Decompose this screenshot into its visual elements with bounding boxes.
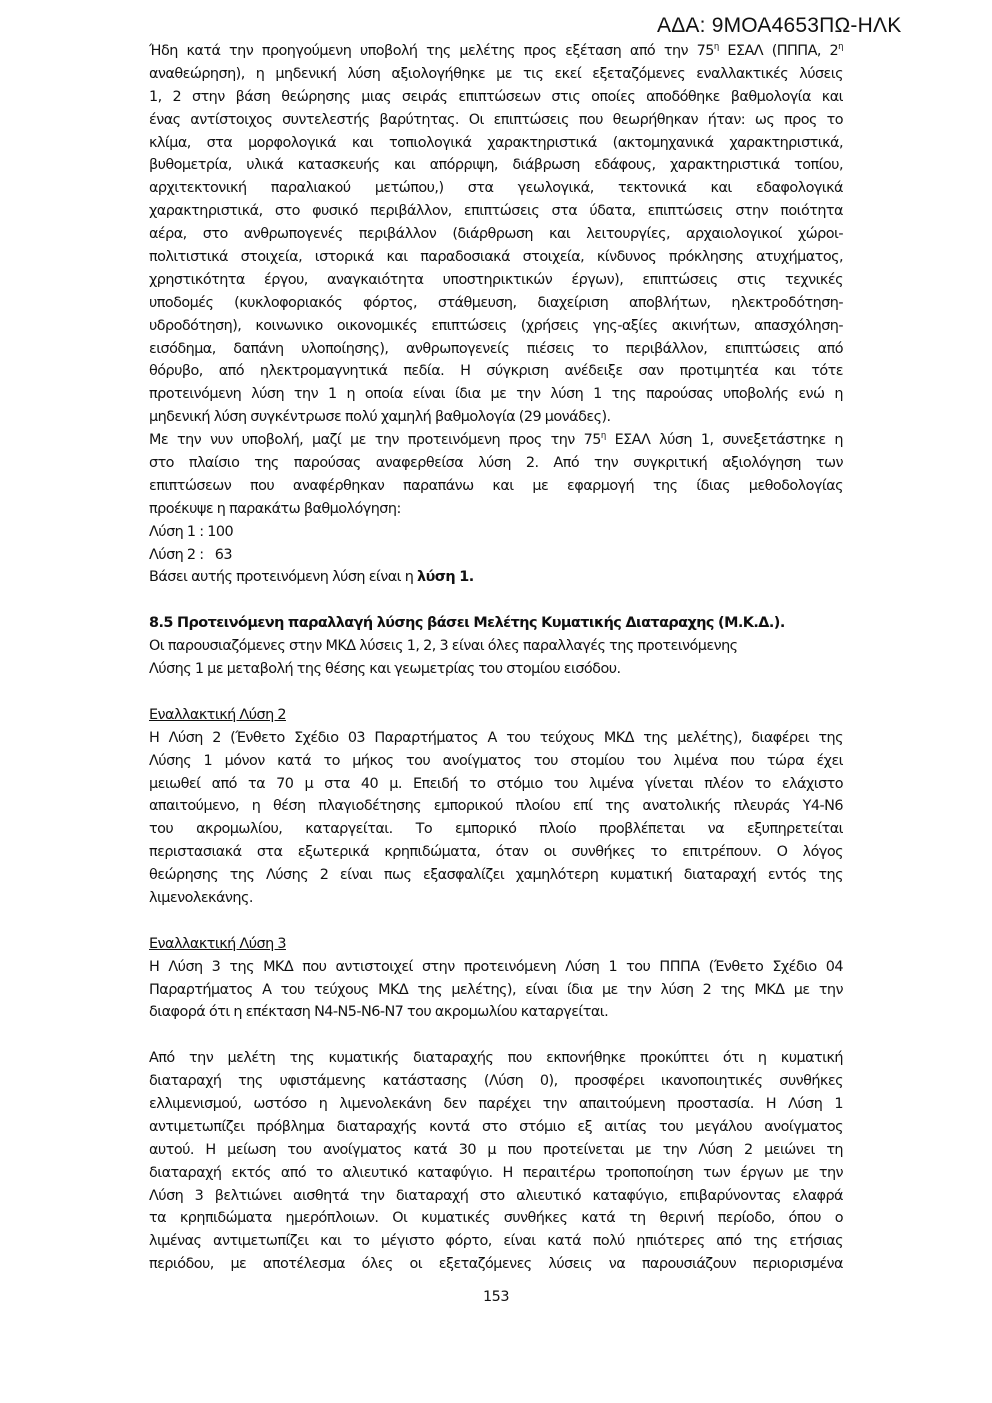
text-line: αντιμετωπίζει πρόβλημα διαταραχής κοντά στο στόμιο εξ αιτίας του μεγάλου ανοίγματος	[149, 1118, 843, 1135]
score-solution-2: Λύση 2 : 63	[149, 546, 232, 563]
text-line: Λύση 3 βελτιώνει αισθητά την διαταραχή στο αλιευτικό καταφύγιο, επιβαρύνοντας ελαφρά	[149, 1187, 843, 1204]
text-line: Ήδη κατά την προηγούμενη υποβολή της μελέτης προς εξέταση από την $75^\eta$ ΕΣΑΛ (ΠΠΠΑ, $2^\eta$	[149, 42, 843, 59]
text-line: Λύσης 1 μόνον κατά το μήκος του ανοίγματος του στομίου του λιμένα που τώρα έχει	[149, 752, 843, 769]
section-8-5	[149, 612, 843, 681]
text-line: Με την νυν υποβολή, μαζί με την προτεινόμενη προς την $75^\eta$ ΕΣΑΛ λύση 1, συνεξετάστηκε η	[149, 431, 843, 449]
text-line: Η Λύση 2 (Ένθετο Σχέδιο 03 Παραρτήματος Α του τεύχους ΜΚΔ της μελέτης), διαφέρει της	[149, 729, 843, 746]
text-line: περιστασιακά στα εξωτερικά κρηπιδώματα, όταν οι συνθήκες το επιτρέπουν. Ο λόγος	[149, 844, 843, 861]
text-line: 1, 2 στην βάση θεώρησης μιας σειράς επιπτώσεων στις οποίες αποδόθηκε βαθμολογία και	[149, 88, 843, 105]
text-line: υποδομές (κυκλοφοριακός φόρτος, στάθμευση, διαχείριση αποβλήτων, ηλεκτροδότηση-	[149, 294, 843, 311]
text-line: ελλιμενισμού, ωστόσο η λιμενολεκάνη δεν παρέχει την απαιτούμενη προστασία. Η Λύση 1	[149, 1095, 843, 1112]
text-line: απαιτούμενο, η θέση πλαγιοδέτησης εμπορικού πλοίου επί της ανατολικής πλευράς Υ4-Ν6	[149, 798, 843, 815]
text-line: μειωθεί από τα 70 μ στα 40 μ. Επειδή το στόμιο του λιμένα γίνεται πλέον το ελάχιστο	[149, 775, 843, 792]
text-line: Από την μελέτη της κυματικής διαταραχής που εκπονήθηκε προκύπτει ότι η κυματική	[149, 1050, 843, 1067]
text-line: υδροδότηση), κοινωνικο οικονομικές επιπτώσεις (χρήσεις γης-αξίες ακινήτων, απασχόληση-	[149, 317, 843, 334]
text-line: λιμένας αντιμετωπίζει και το μέγιστο φόρτο, είναι κατά πολύ ηπιότερες από της ετήσιας	[149, 1233, 843, 1250]
text-line: τα κρηπιδώματα ημερόπλοιων. Οι κυματικές συνθήκες κατά τη θερινή περίοδο, όπου ο	[149, 1210, 843, 1227]
ada-code: ΑΔΑ: 9ΜΟΑ4653ΠΩ-ΗΛΚ	[657, 14, 902, 37]
subsection-heading: Εναλλακτική Λύση 3	[149, 935, 286, 952]
text-line: στο πλαίσιο της παρούσας αναφερθείσα λύση 2. Από την συγκριτική αξιολόγηση των	[149, 455, 843, 472]
text-line: θόρυβο, από ηλεκτρομαγνητικά πεδία. Η σύγκριση ανέδειξε σαν προτιμητέα και τότε	[149, 363, 843, 380]
page-number: 153	[483, 1289, 509, 1305]
paragraph-previous-evaluation	[149, 40, 843, 429]
paragraph-wave-disturbance-findings	[149, 1047, 843, 1276]
text-line: προτεινόμενη λύση την 1 η οποία είναι ίδια με την λύση 1 της παρούσας υποβολής ενώ η	[149, 386, 843, 403]
score-solution-1: Λύση 1 : 100	[149, 523, 234, 540]
text-line: χρηστικότητα έργου, αναγκαιότητα υποστηρικτικών έργων), επιπτώσεις στις τεχνικές	[149, 271, 843, 288]
text-line: αναθεώρηση), η μηδενική λύση αξιολογήθηκε με τις εκεί εξεταζόμενες εναλλακτικές λύσεις	[149, 65, 843, 82]
text-line: διαταραχή της υφιστάμενης κατάστασης (Λύση 0), προσφέρει ικανοποιητικές συνθήκες	[149, 1073, 843, 1090]
text-line: αέρα, στο ανθρωπογενές περιβάλλον (διάρθρωση και λειτουργίες, αρχαιολογικοί χώροι-	[149, 226, 843, 243]
paragraph-current-submission	[149, 429, 843, 521]
section-title: 8.5 Προτεινόμενη παραλλαγή λύσης βάσει Μελέτης Κυματικής Διαταραχης (Μ.Κ.Δ.).	[149, 615, 785, 632]
text-line: χαρακτηριστικά, στο φυσικό περιβάλλον, επιπτώσεις στα ύδατα, επιπτώσεις στην ποιότητα	[149, 203, 843, 220]
text-line: Λύσης 1 με μεταβολή της θέσης και γεωμετρίας του στομίου εισόδου.	[149, 661, 621, 678]
text-line: βυθομετρία, υλικά κατασκευής και απόρριψη, διάβρωση εδάφους, χαρακτηριστικά τοπίου,	[149, 157, 843, 174]
text-line: διαφορά ότι η επέκταση Ν4-Ν5-Ν6-Ν7 του ακρομωλίου καταργείται.	[149, 1004, 609, 1021]
text-line: Οι παρουσιαζόμενες στην ΜΚΔ λύσεις 1, 2, 3 είναι όλες παραλλαγές της προτεινόμενης	[149, 638, 738, 655]
text-line: επιπτώσεων που αναφέρθηκαν παραπάνω και με εφαρμογή της ίδιας μεθοδολογίας	[149, 477, 843, 494]
text-line: μηδενική λύση συγκέντρωσε πολύ χαμηλή βαθμολογία (29 μονάδες).	[149, 409, 611, 426]
text-line: προέκυψε η παρακάτω βαθμολόγηση:	[149, 500, 401, 517]
text-line: περιόδου, με αποτέλεσμα όλες οι εξεταζόμενες λύσεις να παρουσιάζουν περιορισμένα	[149, 1256, 843, 1273]
text-line: θεώρησης της Λύσης 2 είναι πως εξασφαλίζει χαμηλότερη κυματική διαταραχή εντός της	[149, 867, 843, 884]
text-line: Η Λύση 3 της ΜΚΔ που αντιστοιχεί στην προτεινόμενη Λύση 1 του ΠΠΠΑ (Ένθετο Σχέδιο 04	[149, 958, 843, 975]
text-line: του ακρομωλίου, καταργείται. Το εμπορικό πλοίο προβλέπεται να εξυπηρετείται	[149, 821, 843, 838]
text-line: διαταραχή εκτός από το αλιευτικό καταφύγιο. Η περαιτέρω τροποποίηση των έργων με την	[149, 1164, 843, 1181]
text-line: πολιτιστικά στοιχεία, ιστορικά και παραδοσιακά στοιχεία, κίνδυνος πρόκλησης ατυχήματος,	[149, 249, 843, 266]
scores-list	[149, 521, 843, 567]
alternative-solution-2	[149, 704, 843, 910]
alternative-solution-3	[149, 933, 843, 1025]
text-line: εισόδημα, δαπάνη υλοποίησης), ανθρωπογενείς πιέσεις το περιβάλλον, επιπτώσεις από	[149, 340, 843, 357]
subsection-heading: Εναλλακτική Λύση 2	[149, 706, 286, 723]
text-line: κλίμα, στα μορφολογικά και τοπιολογικά χαρακτηριστικά (ακτομηχανικά χαρακτηριστικά,	[149, 134, 843, 151]
text-line: αρχιτεκτονική παραλιακού μετώπου,) στα γεωλογικά, τεκτονικά και εδαφολογικά	[149, 180, 843, 197]
page-body	[149, 40, 843, 1276]
text-line: λιμενολεκάνης.	[149, 889, 253, 906]
conclusion: Βάσει αυτής προτεινόμενη λύση είναι η λύση 1.	[149, 569, 474, 586]
text-line: αυτού. Η μείωση του ανοίγματος κατά 30 μ που προτείνεται με την Λύση 2 μειώνει τη	[149, 1141, 843, 1158]
text-line: Παραρτήματος Α του τεύχους ΜΚΔ της μελέτης), είναι ίδια με την λύση 2 της ΜΚΔ με την	[149, 981, 843, 998]
text-line: ένας αντίστοιχος συντελεστής βαρύτητας. Οι επιπτώσεις που θεωρήθηκαν ήταν: ως προς το	[149, 111, 843, 128]
